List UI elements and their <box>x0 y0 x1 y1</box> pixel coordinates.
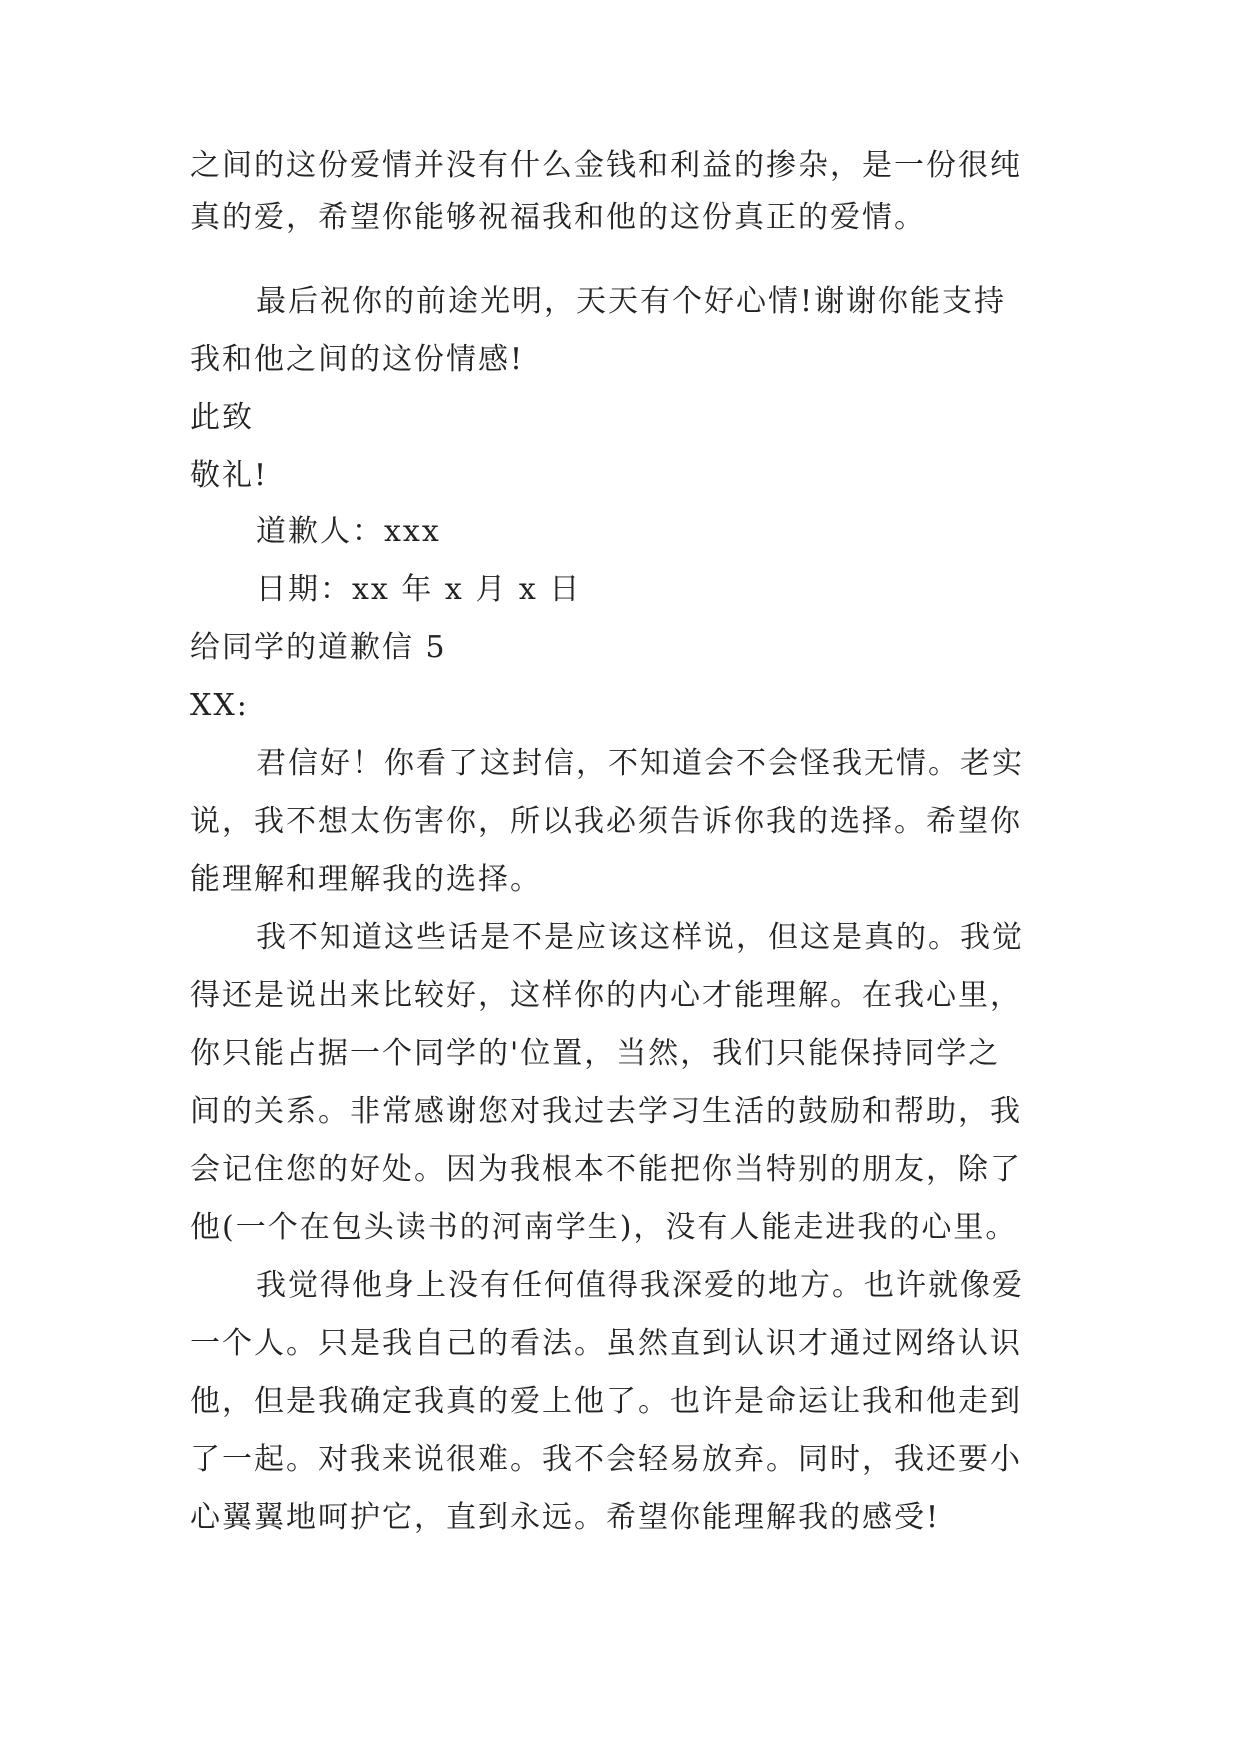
text-line-20: 我觉得他身上没有任何值得我深爱的地方。也许就像爱 <box>256 1268 1024 1303</box>
text-line-13: 能理解和理解我的选择。 <box>190 862 542 897</box>
salutation-line-1: 此致 <box>190 400 254 435</box>
text-line-11: 君信好！你看了这封信，不知道会不会怪我无情。老实 <box>256 746 1024 781</box>
text-line-2: 真的爱，希望你能够祝福我和他的这份真正的爱情。 <box>190 200 926 235</box>
signature-line: 道歉人：xxx <box>256 514 441 549</box>
section-title: 给同学的道歉信 5 <box>190 630 447 665</box>
text-line-12: 说，我不想太伤害你，所以我必须告诉你我的选择。希望你 <box>190 804 1022 839</box>
text-line-16: 你只能占据一个同学的'位置，当然，我们只能保持同学之 <box>190 1036 1001 1071</box>
text-line-4: 我和他之间的这份情感! <box>190 342 525 377</box>
text-line-15: 得还是说出来比较好，这样你的内心才能理解。在我心里， <box>190 978 1022 1013</box>
text-line-22: 他，但是我确定我真的爱上他了。也许是命运让我和他走到 <box>190 1384 1022 1419</box>
text-line-24: 心翼翼地呵护它，直到永远。希望你能理解我的感受! <box>190 1500 941 1535</box>
date-line: 日期：xx 年 x 月 x 日 <box>256 572 582 607</box>
salutation-line-2: 敬礼! <box>190 458 269 493</box>
text-line-19: 他(一个在包头读书的河南学生)，没有人能走进我的心里。 <box>190 1210 1018 1245</box>
text-line-14: 我不知道这些话是不是应该这样说，但这是真的。我觉 <box>256 920 1024 955</box>
text-line-21: 一个人。只是我自己的看法。虽然直到认识才通过网络认识 <box>190 1326 1022 1361</box>
text-line-23: 了一起。对我来说很难。我不会轻易放弃。同时，我还要小 <box>190 1442 1022 1477</box>
text-line-18: 会记住您的好处。因为我根本不能把你当特别的朋友，除了 <box>190 1152 1022 1187</box>
text-line-3: 最后祝你的前途光明，天天有个好心情!谢谢你能支持 <box>256 284 1007 319</box>
text-line-1: 之间的这份爱情并没有什么金钱和利益的掺杂，是一份很纯 <box>190 148 1022 183</box>
greeting-line: XX: <box>190 688 249 723</box>
text-line-17: 间的关系。非常感谢您对我过去学习生活的鼓励和帮助，我 <box>190 1094 1022 1129</box>
